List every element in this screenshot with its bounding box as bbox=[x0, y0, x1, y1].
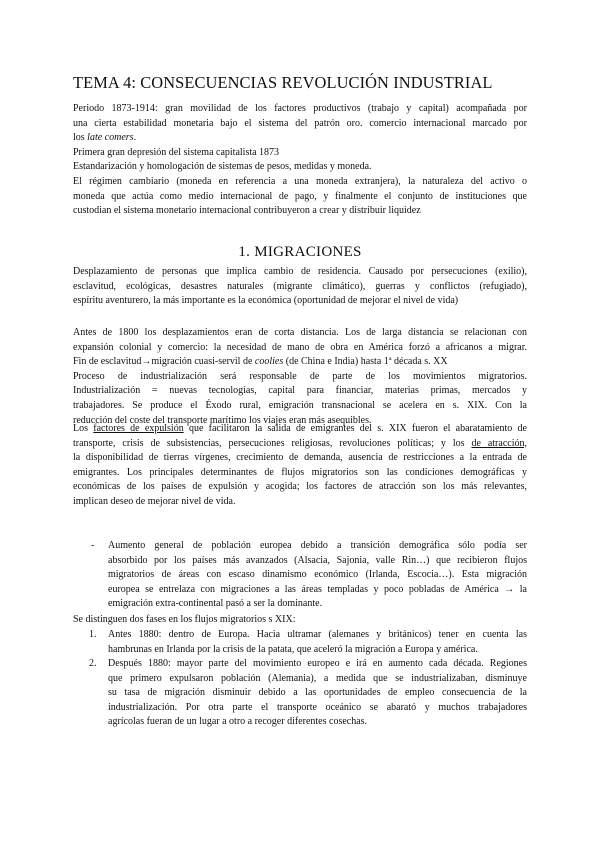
list-number: 2. bbox=[89, 658, 97, 669]
fase-line: industrialización. Por otra parte el transporte oceánico se abarató y muchos trabajadores bbox=[108, 701, 527, 713]
bullet-line: europea se entrelaza con migraciones a las áreas templadas y poco pobladas de América → la bbox=[108, 583, 527, 595]
antes-line bbox=[73, 355, 527, 370]
section-heading-migraciones: 1. MIGRACIONES bbox=[238, 244, 362, 260]
bullet-item bbox=[91, 539, 527, 612]
antes-1800-paragraph bbox=[73, 326, 527, 428]
fase-line: Antes 1880: dentro de Europa. Hacia ultramar (alemanes y británicos) tener en cuenta las bbox=[108, 629, 527, 640]
definition-paragraph bbox=[73, 265, 527, 309]
factores-expulsion-term: factores de expulsión bbox=[93, 423, 184, 434]
late-comers-term: late comers bbox=[87, 132, 134, 144]
coolies-term: coolies bbox=[254, 356, 284, 368]
intro-line: Estandarización y homologación de sistemas de pesos, medidas y moneda. bbox=[73, 161, 372, 173]
bullet-marker: - bbox=[91, 540, 95, 551]
definition-line: espíritu aventurero, la más importante es la económica (oportunidad de mejorar el nivel de vida) bbox=[73, 295, 459, 307]
fase-line: Después 1880: mayor parte del movimiento europeo e irá en aumento cada década. Regiones bbox=[108, 658, 527, 669]
bullet-line: migratorios de áreas con escaso dinamismo económico (Irlanda, Escocia…). Esta migración bbox=[108, 569, 527, 581]
text-run: (de China e India) hasta 1ª década s. XX bbox=[283, 356, 448, 368]
text-run: . bbox=[133, 132, 137, 144]
antes-line: Antes de 1800 los desplazamientos eran de corta distancia. Los de larga distancia se relacionan con bbox=[73, 327, 527, 338]
fases-intro-line: Se distinguen dos fases en los flujos migratorios s XIX: bbox=[73, 614, 296, 625]
factores-paragraph bbox=[73, 422, 527, 510]
text-run: Fin de esclavitud→migración cuasi-servil de bbox=[73, 356, 255, 368]
text-run: que facilitaron la salida de emigrantes del s. XIX fueron el abaratamiento de bbox=[183, 423, 527, 434]
intro-line: custodian el sistema monetario internacional contribuyeron a crear y distribuir liquidez bbox=[73, 205, 421, 217]
page-title: TEMA 4: CONSECUENCIAS REVOLUCIÓN INDUSTRIAL bbox=[73, 73, 493, 92]
intro-line: Periodo 1873-1914: gran movilidad de los factores productivos (trabajo y capital) acompañada por bbox=[73, 103, 527, 114]
text-run: Los bbox=[73, 423, 94, 434]
antes-line: Proceso de industrialización será responsable de parte de los movimientos migratorios. bbox=[73, 370, 527, 382]
text-run: los bbox=[73, 132, 88, 144]
intro-line: moneda que actúa como medio internacional de pago, y finalmente el conjunto de instituciones que bbox=[73, 190, 527, 202]
fases-intro bbox=[73, 613, 527, 628]
intro-line: El régimen cambiario (moneda en referencia a una moneda extranjera), la naturaleza del activo o bbox=[73, 175, 527, 187]
intro-paragraph bbox=[73, 102, 527, 219]
definition-line: Desplazamiento de personas que implica cambio de residencia. Causado por persecuciones (exilio), bbox=[73, 266, 527, 277]
list-number: 1. bbox=[89, 629, 97, 640]
antes-line: expansión colonial y comercio: la necesidad de mano de obra en América forzó a africanos a migrar. bbox=[73, 341, 527, 353]
intro-line: Primera gran depresión del sistema capitalista 1873 bbox=[73, 146, 280, 158]
intro-line bbox=[73, 131, 527, 146]
fase-line: su tasa de migración disminuir debido a las oportunidades de empleo consecuencia de la bbox=[108, 687, 527, 699]
definition-line: esclavitud, ecológicas, desastres naturales (migrante climático), guerras y conflictos (refugiado), bbox=[73, 280, 527, 292]
factores-line: económicas de los países de expulsión y acogida; los factores de atracción son los más relevantes, bbox=[73, 481, 527, 493]
factores-atraccion-term: de atracción, bbox=[471, 437, 527, 449]
factores-line bbox=[73, 422, 527, 437]
antes-line: Industrialización = nuevas tecnologías, capital para financiar, materias primas, mercados y bbox=[73, 385, 527, 397]
fases-list-item bbox=[89, 657, 527, 730]
fase-line: que primero expulsaron población (Alemania), a medida que se industrializaban, disminuye bbox=[108, 672, 527, 684]
text-run: transporte, crisis de subsistencias, persecuciones religiosas, revoluciones políticas; y los bbox=[73, 437, 472, 449]
bullet-line: absorbido por los países más avanzados (Alsacia, Sajonia, valle Rin…) que recibieron flujos bbox=[108, 554, 527, 566]
factores-line bbox=[73, 437, 527, 452]
fases-list-item bbox=[89, 628, 527, 657]
antes-line: trabajadores. Se produce el Éxodo rural, emigración transnacional se acelera en s. XIX. Con la bbox=[73, 399, 527, 411]
bullet-line: Aumento general de población europea debido a transición demográfica sólo podía ser bbox=[108, 540, 527, 551]
fase-line: hambrunas en Irlanda por la crisis de la patata, que aceleró la migración a Europa y américa. bbox=[108, 643, 478, 655]
factores-line: emigrantes. Los principales determinantes de flujos migratorios son las condiciones demográficas y bbox=[73, 466, 527, 478]
factores-line: implican deseo de mejorar nivel de vida. bbox=[73, 495, 236, 507]
bullet-line: emigración extra-continental pasó a ser la dominante. bbox=[108, 598, 323, 610]
factores-line: la disponibilidad de tierras vírgenes, crecimiento de demanda, ausencia de restricciones a la entrada de bbox=[73, 452, 527, 464]
intro-line: una cierta estabilidad monetaria bajo el sistema del patrón oro. comercio internacional marcado por bbox=[73, 117, 527, 129]
antes-line: reducción del coste del transporte marítimo los viajes eran más asequibles. bbox=[73, 414, 372, 426]
fase-line: agrícolas fueran de un lugar a otro a recoger diferentes cosechas. bbox=[108, 716, 368, 728]
